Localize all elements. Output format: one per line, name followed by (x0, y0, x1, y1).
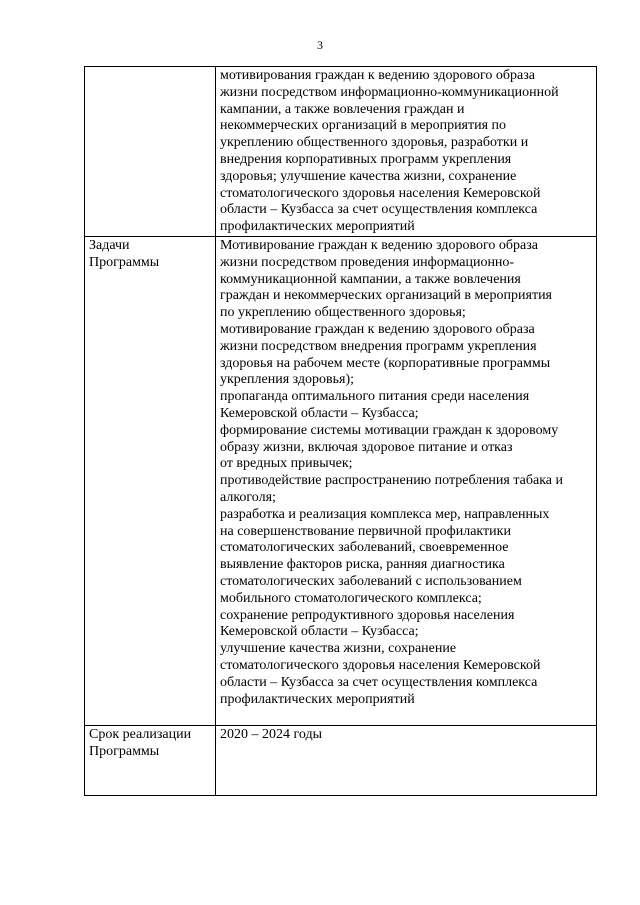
text-line: области – Кузбасса за счет осуществления комплекса (220, 674, 538, 690)
text-line: Мотивирование граждан к ведению здорового образа (220, 238, 538, 253)
text-line: стоматологических заболеваний с использованием (220, 573, 522, 589)
text-line: укреплению общественного здоровья, разработки и (220, 135, 529, 151)
page-number: 3 (317, 38, 323, 52)
text-line: области – Кузбасса за счет осуществления комплекса (220, 202, 538, 218)
text-line: пропаганда оптимального питания среди населения (220, 389, 530, 405)
text-line: мобильного стоматологического комплекса; (220, 590, 482, 606)
text-line: выявление факторов риска, ранняя диагностика (220, 557, 505, 573)
text-line: разработка и реализация комплекса мер, направленных (220, 506, 550, 522)
row-label-cell (85, 237, 216, 726)
text-line: 2020 – 2024 годы (220, 727, 323, 742)
row-label-line: Задачи (89, 238, 130, 253)
table-row-program-term (85, 726, 597, 796)
text-line: кампании, а также вовлечения граждан и (220, 101, 465, 117)
table-row-goal-continuation (85, 67, 597, 237)
row-content-cell (216, 237, 597, 726)
row-label-cell (85, 67, 216, 237)
program-passport-table (84, 66, 597, 796)
text-line: жизни посредством информационно-коммуникационной (220, 84, 559, 100)
text-line: коммуникационной кампании, а также вовлечения (220, 271, 521, 287)
text-line: по укреплению общественного здоровья; (220, 305, 466, 321)
text-line: укрепления здоровья); (220, 372, 355, 388)
text-line: сохранение репродуктивного здоровья населения (220, 607, 515, 623)
row-content-cell (216, 726, 597, 796)
text-line: на совершенствование первичной профилактики (220, 523, 511, 539)
text-line: улучшение качества жизни, сохранение (220, 641, 457, 657)
text-line: формирование системы мотивации граждан к здоровому (220, 422, 559, 438)
row-label-line: Программы (89, 254, 160, 270)
text-line: стоматологического здоровья населения Кемеровской (220, 657, 541, 673)
row-label-cell (85, 726, 216, 796)
row-label-line: Программы (89, 743, 160, 759)
row-label-line: Срок реализации (89, 727, 192, 742)
text-line: некоммерческих организаций в мероприятия по (220, 118, 507, 134)
text-line: жизни посредством проведения информационно- (220, 254, 515, 270)
text-line: здоровья на рабочем месте (корпоративные программы (220, 355, 551, 371)
text-line: стоматологического здоровья населения Кемеровской (220, 185, 541, 201)
text-line: алкоголя; (220, 489, 276, 505)
text-line: граждан и некоммерческих организаций в мероприятия (220, 288, 552, 304)
text-line: здоровья; улучшение качества жизни, сохранение (220, 168, 517, 184)
text-line: Кемеровской области – Кузбасса; (220, 405, 419, 421)
text-line: стоматологических заболеваний, своевременное (220, 540, 509, 556)
text-line: жизни посредством внедрения программ укрепления (220, 338, 537, 354)
text-line: мотивирования граждан к ведению здорового образа (220, 68, 535, 83)
text-line: Кемеровской области – Кузбасса; (220, 624, 419, 640)
text-line: профилактических мероприятий (220, 691, 415, 707)
text-line: образу жизни, включая здоровое питание и отказ (220, 439, 513, 455)
text-line: от вредных привычек; (220, 456, 353, 472)
text-line: мотивирование граждан к ведению здорового образа (220, 321, 535, 337)
row-content-cell (216, 67, 597, 237)
table-row-program-tasks (85, 237, 597, 726)
text-line: внедрения корпоративных программ укрепления (220, 151, 512, 167)
text-line: профилактических мероприятий (220, 219, 415, 235)
text-line: противодействие распространению потребления табака и (220, 473, 563, 489)
